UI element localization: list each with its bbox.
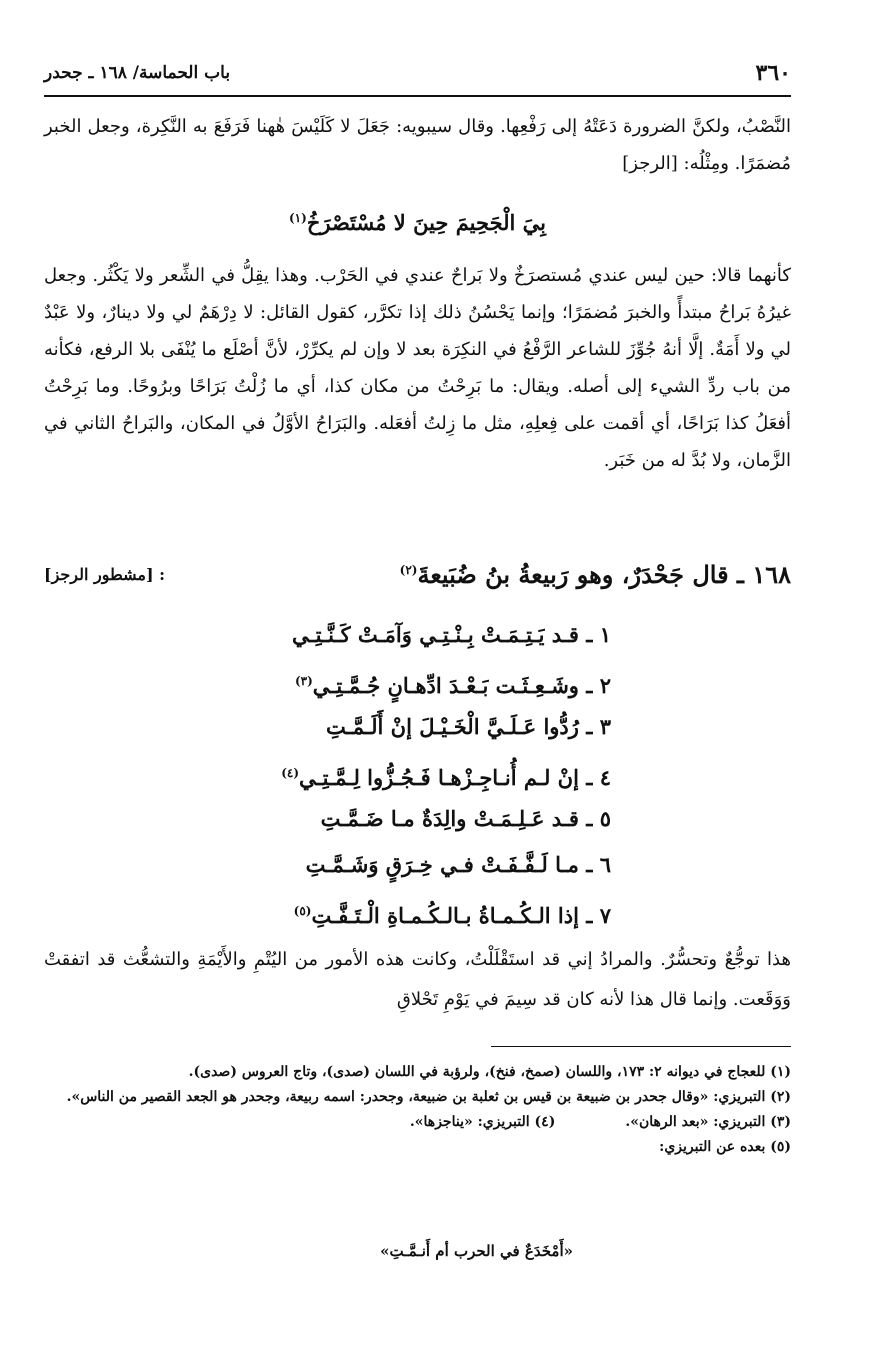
footnote-ref-3: (٣): [294, 674, 313, 688]
poem-heading: [44, 552, 791, 596]
header-rule: [44, 95, 791, 97]
footnote-5: (٥) بعده عن التبريزي:: [659, 1139, 791, 1155]
poem-line: [281, 612, 611, 658]
poem-line: [281, 750, 611, 796]
footnote-ref-1: (١): [288, 211, 307, 225]
footnote-rule: [491, 1046, 791, 1047]
footnote-ref-4: (٤): [281, 766, 300, 780]
line-number: ٥ ـ: [586, 806, 611, 831]
page-number: ٣٦٠: [755, 60, 791, 86]
paragraph-3: هذا توجُّعٌ وتحسُّرٌ. والمرادُ إني قد استَقْلَلْتُ، وكانت هذه الأمور من اليُتْمِ والأَيْمَةِ والتشعُّث قد اتفقتْ وَوَقَعت. وإنما قال هذا لأنه كان قد سِيمَ في يَوْمِ تَحْلاقِ: [44, 949, 791, 1010]
line-text: إنْ لـم أُنـاجِـزْهـا فَـجُـزُّوا لِـمَّـتِـي: [299, 765, 579, 790]
line-text: رُدُّوا عَـلَـيَّ الْخَـيْـلَ إنْ أَلَـمَّـتِ: [326, 714, 579, 739]
poem-meter: : [مشطور الرجز]: [44, 564, 166, 584]
poem-line: [281, 888, 611, 934]
footnote-ref-2: (٢): [399, 562, 418, 577]
line-text: قـد يَـتِـمَـتْ بِـنْـتِـي وَآمَـتْ كَـنَّـتِـي: [291, 622, 579, 647]
footnotes: [44, 1060, 791, 1160]
paragraph-2: كأنهما قالا: حين ليس عندي مُستصرَخٌ ولا بَراحٌ عندي في الحَرْب. وهذا يقِلُّ في الشِّعر ولا يَكْثُر. وجعل غيرُهُ بَراحُ مبتدأً والخبرَ مُضمَرًا؛ وإنما يَحْسُنُ ذلك إذا تكرَّر، كقول القائل: لا دِرْهَمٌ لي ولا دينارٌ، ولا عَبْدٌ لي ولا أَمَةٌ. إلَّا أنهُ جُوِّزَ للشاعر الرَّفْعُ في النكِرَة بعد لا وإن لم يكرِّرْ، لأنَّ أصْلَع ما يُنْفَى بلا الرفع، فكأنه من باب ردِّ الشيء إلى أصله. ويقال: ما بَرِحْتُ من مكان كذا، أي ما زُلْتُ بَرَاحًا وبرُوحًا. وما بَرِحْتُ أفعَلُ كذا بَرَاحًا، أي أقمت على فِعلِهِ، مثل ما زِلتُ أفعَله. والبَرَاحُ الأوَّلُ في المكان، والبَراحُ الثاني في الزَّمان، ولا بُدَّ له من خَبَر.: [44, 265, 791, 471]
line-number: ٢ ـ: [586, 673, 611, 698]
line-number: ١ ـ: [586, 622, 611, 647]
line-number: ٣ ـ: [586, 714, 611, 739]
page-header: [44, 52, 791, 94]
line-number: ٧ ـ: [586, 903, 611, 928]
quoted-verse: [44, 198, 791, 243]
paragraph-1: النَّصْبُ، ولكنَّ الضرورة دَعَتْهُ إلى رَفْعِها. وقال سيبويه: جَعَلَ لا كَلَيْسَ هٰهنا فَرَفَعَ به النَّكِرة، وجعل الخبر مُضمَرًا. ومِثْلُه: [الرجز]: [44, 116, 791, 174]
quoted-verse-text: بِيَ الْجَحِيمَ حِينَ لا مُسْتَصْرَخُ: [306, 210, 547, 235]
footnote-ref-5: (٥): [293, 904, 312, 918]
footnote-5-quote: «أَمْخَدَعٌ في الحرب أم أَنـمَّـتِ»: [380, 1242, 573, 1260]
poem-line: [281, 796, 611, 842]
line-text: إذا الـكُـمـاةُ بـالـكُـمـاةِ الْـتَـفَّـتِ: [311, 903, 579, 928]
line-text: قـد عَـلِـمَـتْ والِدَةٌ مـا ضَـمَّـتِ: [320, 806, 579, 831]
poem-line: [281, 658, 611, 704]
poem-line: [281, 842, 611, 888]
footnote-2: (٢) التبريزي: «وقال جحدر بن ضبيعة بن قيس بن ثعلبة بن ضبيعة، وجحدر: اسمه ربيعة، وجحدر هو الجعد القصير من الناس».: [66, 1089, 791, 1105]
running-title: باب الحماسة/ ١٦٨ ـ جحدر: [44, 63, 231, 83]
footnote-3: (٣) التبريزي: «بعد الرهان».: [625, 1114, 791, 1130]
poem: [281, 612, 611, 934]
line-text: مـا لَـفَّـفَـتْ فـي خِـرَقٍ وَشَـمَّـتِ: [305, 852, 579, 877]
poem-heading-text: ١٦٨ ـ قال جَحْدَرٌ، وهو رَبيعةُ بنُ ضُبَيعةَ: [417, 559, 791, 589]
line-text: وشَـعِـثَـت بَـعْـدَ ادِّهـانٍ جُـمَّـتِـي: [312, 673, 579, 698]
line-number: ٦ ـ: [586, 852, 611, 877]
footnote-4: (٤) التبريزي: «يناجزها».: [409, 1114, 556, 1130]
poem-heading-title: [400, 560, 791, 589]
footnote-row: [44, 1110, 791, 1135]
poem-line: [281, 704, 611, 750]
line-number: ٤ ـ: [586, 765, 611, 790]
footnote-1: (١) للعجاج في ديوانه ٢: ١٧٣، واللسان (صمخ، فنخ)، ولرؤبة في اللسان (صدى)، وتاج العروس (صدى).: [188, 1064, 791, 1080]
